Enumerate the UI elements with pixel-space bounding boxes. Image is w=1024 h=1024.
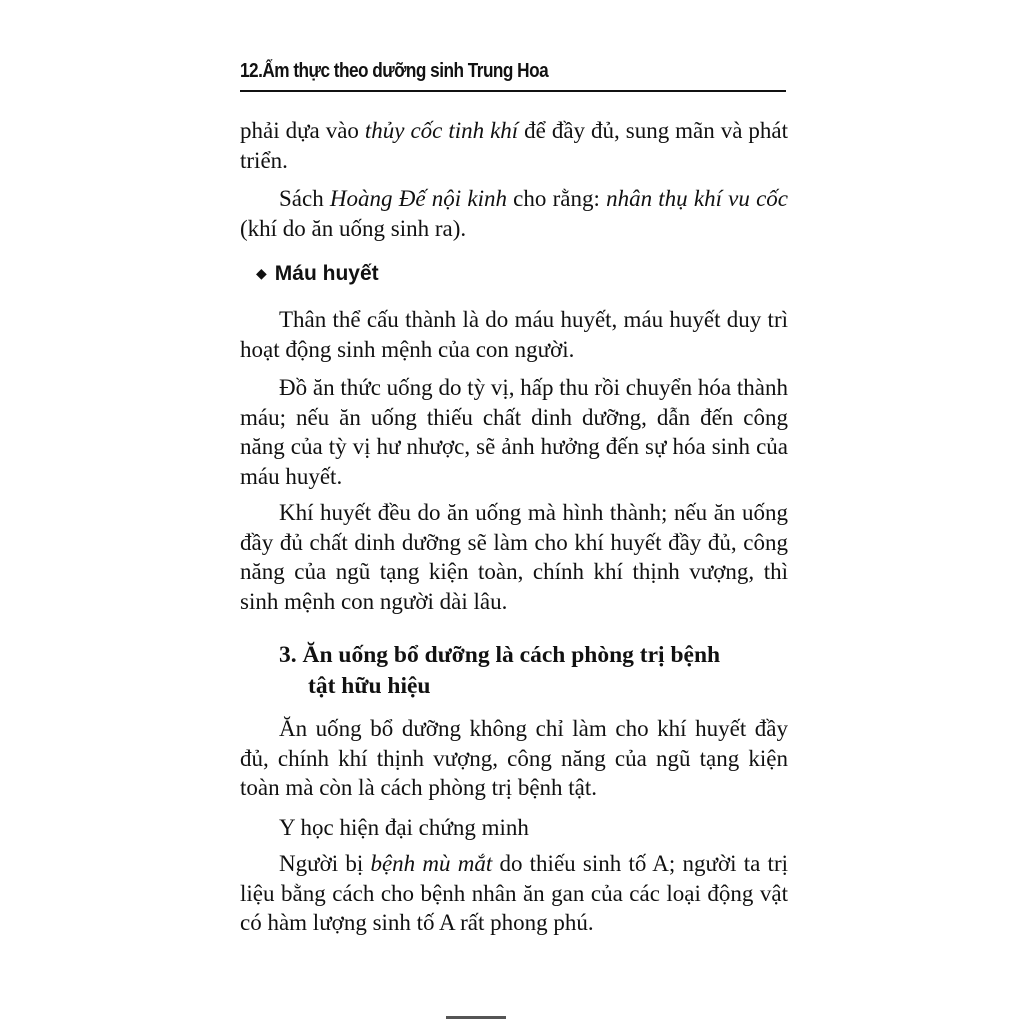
- page-number: 12: [240, 60, 259, 82]
- subheading-text: Máu huyết: [274, 262, 379, 285]
- paragraph-7: Y học hiện đại chứng minh: [279, 815, 529, 840]
- paragraph-2: [240, 184, 788, 243]
- text-run: phải dựa vào: [240, 118, 365, 143]
- text-run: để đầy đủ, sung mãn và phát triển.: [240, 118, 788, 173]
- header-separator: .: [258, 60, 263, 82]
- paragraph-1: [240, 116, 788, 175]
- diamond-bullet-icon: ◆: [256, 265, 267, 281]
- text-run: Người bị: [279, 851, 371, 876]
- paragraph-6: Ăn uống bổ dưỡng không chỉ làm cho khí huyết đầy đủ, chính khí thịnh vượng, công năng của ngũ tạng kiện toàn mà còn là cách phòng trị bệnh tật.: [240, 716, 788, 800]
- paragraph-8: [240, 849, 788, 938]
- section-heading-line2: tật hữu hiệu: [308, 673, 431, 699]
- running-header: [240, 58, 786, 92]
- section-heading-line1: 3. Ăn uống bổ dưỡng là cách phòng trị bệnh: [279, 642, 721, 668]
- paragraph-4: Đồ ăn thức uống do tỳ vị, hấp thu rồi chuyển hóa thành máu; nếu ăn uống thiếu chất dinh dưỡng, dẫn đến công năng của tỳ vị hư nhược, sẽ ảnh hưởng đến sự hóa sinh của máu huyết.: [240, 375, 788, 489]
- paragraph-5: Khí huyết đều do ăn uống mà hình thành; nếu ăn uống đầy đủ chất dinh dưỡng sẽ làm cho khí huyết đầy đủ, công năng của ngũ tạng kiện toàn, chính khí thịnh vượng, thì sinh mệnh con người dài lâu.: [240, 500, 788, 614]
- book-title: Ẩm thực theo dưỡng sinh Trung Hoa: [262, 60, 549, 82]
- page-edge-mark: [446, 1016, 506, 1019]
- italic-term: Hoàng Đế nội kinh: [329, 186, 507, 211]
- text-run: (khí do ăn uống sinh ra).: [240, 215, 467, 241]
- paragraph-3: Thân thể cấu thành là do máu huyết, máu huyết duy trì hoạt động sinh mệnh của con người.: [240, 307, 788, 362]
- header-text: [240, 60, 548, 83]
- text-run: cho rằng:: [506, 186, 607, 211]
- subheading-mau-huyet: [256, 262, 379, 286]
- italic-term: thủy cốc tinh khí: [364, 118, 519, 143]
- italic-term: nhân thụ khí vu cốc: [606, 186, 789, 211]
- text-run: do thiếu sinh tố A; người ta trị liệu bằng cách cho bệnh nhân ăn gan của các loại động vật có hàm lượng sinh tố A rất phong phú.: [240, 851, 788, 935]
- text-run: Sách: [279, 186, 330, 211]
- section-heading-3: [279, 640, 791, 702]
- italic-term: bệnh mù mắt: [370, 851, 493, 876]
